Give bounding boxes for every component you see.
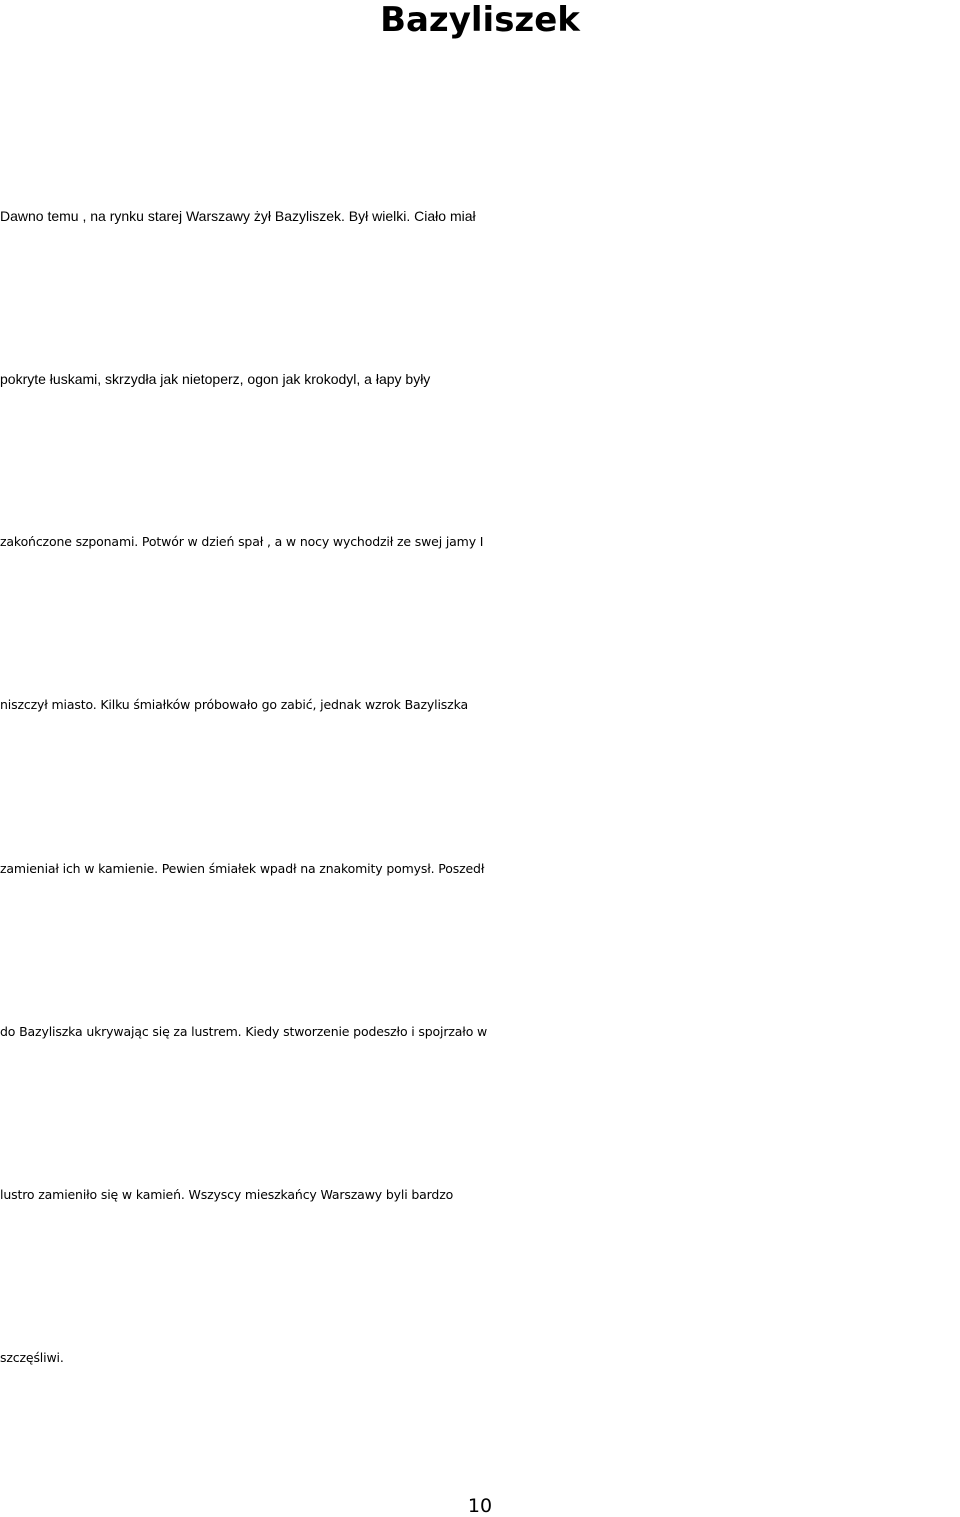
page-number: 10 (467, 1495, 493, 1517)
story-paragraph (0, 80, 960, 1440)
paragraph-line: szczęśliwi. (0, 1350, 64, 1366)
paragraph-line: niszczył miasto. Kilku śmiałków próbowało go zabić, jednak wzrok Bazyliszka (0, 697, 468, 713)
paragraph-line: pokryte łuskami, skrzydła jak nietoperz, ogon jak krokodyl, a łapy były (0, 371, 431, 388)
paragraph-line: lustro zamieniło się w kamień. Wszyscy mieszkańcy Warszawy byli bardzo (0, 1187, 454, 1203)
paragraph-line: Dawno temu , na rynku starej Warszawy żył Bazyliszek. Był wielki. Ciało miał (0, 207, 476, 224)
paragraph-line: zakończone szponami. Potwór w dzień spał , a w nocy wychodził ze swej jamy I (0, 534, 484, 550)
page-title: Bazyliszek (380, 0, 580, 40)
paragraph-line: zamieniał ich w kamienie. Pewien śmiałek wpadł na znakomity pomysł. Poszedł (0, 860, 485, 876)
paragraph-line: do Bazyliszka ukrywając się za lustrem. Kiedy stworzenie podeszło i spojrzało w (0, 1023, 488, 1039)
